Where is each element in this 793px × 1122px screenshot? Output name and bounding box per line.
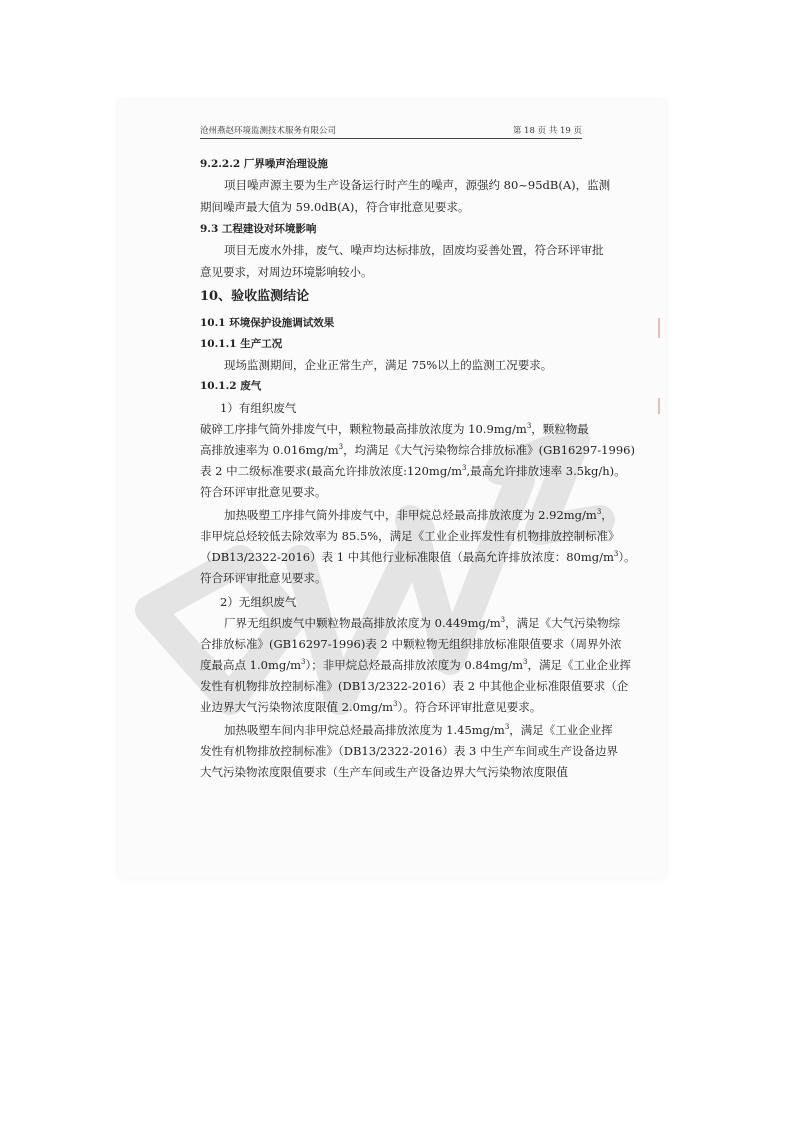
paragraph-line: 加热吸塑工序排气筒外排废气中，非甲烷总烃最高排放浓度为 $2.92mg/m^3$， [224,508,613,522]
paragraph-line: （DB13/2322-2016）表 1 中其他行业标准限值（最高允许排放浓度：$80mg/m^3$）。 [200,550,636,564]
paragraph-line: 符合环评审批意见要求。 [200,571,327,585]
paragraph-line: 度最高点 $1.0mg/m^3$）；非甲烷总烃最高排放浓度为 $0.84mg/m^3$，满足《工业企业挥 [200,658,631,672]
paragraph-line: 破碎工序排气筒外排废气中，颗粒物最高排放浓度为 $10.9mg/m^3$，颗粒物最 [200,422,589,436]
paragraph-line: 业边界大气污染物浓度限值 $2.0mg/m^3$）。符合环评审批意见要求。 [200,700,542,714]
section-heading-10-1: 10.1 环境保护设施调试效果 [200,317,335,329]
paragraph-line: 项目无废水外排，废气、噪声均达标排放，固废均妥善处置，符合环评审批 [224,243,604,257]
edge-mark-top [658,318,660,338]
paragraph-line: 发性有机物排放控制标准》（DB13/2322-2016）表 3 中生产车间或生产设备边界 [200,744,618,758]
paragraph-line: 现场监测期间，企业正常生产，满足 75%以上的监测工况要求。 [224,358,553,372]
subheading-organized-gas: 1）有组织废气 [220,401,297,415]
paragraph-line: 非甲烷总烃较低去除效率为 85.5%，满足《工业企业挥发性有机物排放控制标准》 [200,529,620,543]
paragraph-line: 发性有机物排放控制标准》(DB13/2322-2016）表 2 中其他企业标准限值要求（企 [200,679,629,693]
section-heading-10-1-1: 10.1.1 生产工况 [200,338,283,350]
paragraph-line: 符合环评审批意见要求。 [200,485,327,499]
paragraph-line: 加热吸塑车间内非甲烷总烃最高排放浓度为 $1.45mg/m^3$，满足《工业企业挥 [224,723,613,737]
paragraph-line: 厂界无组织废气中颗粒物最高排放浓度为 $0.449mg/m^3$，满足《大气污染物综 [224,616,621,630]
section-heading-10-1-2: 10.1.2 废气 [200,380,262,392]
paragraph-line: 表 2 中二级标准要求(最高允许排放浓度$:120mg/m^3$,最高允许排放速率 3.5kg/h)。 [200,464,626,478]
section-heading-9-3: 9.3 工程建设对环境影响 [200,223,317,235]
paragraph-line: 高排放速率为 $0.016mg/m^3$，均满足《大气污染物综合排放标准》(GB16297-1996) [200,443,635,457]
header-company: 沧州燕赵环境监测技术服务有限公司 [200,126,337,136]
header-page-indicator: 第 18 页 共 19 页 [512,126,582,136]
paragraph-line: 项目噪声源主要为生产设备运行时产生的噪声，源强约 80~95dB(A)，监测 [224,178,611,192]
paragraph-line: 意见要求，对周边环境影响较小。 [200,265,373,279]
paragraph-line: 期间噪声最大值为 59.0dB(A)，符合审批意见要求。 [200,200,470,214]
section-heading-9-2-2-2: 9.2.2.2 厂界噪声治理设施 [200,158,328,170]
paragraph-line: 合排放标准》(GB16297-1996)表 2 中颗粒物无组织排放标准限值要求（周界外浓 [200,637,622,651]
subheading-fugitive-gas: 2）无组织废气 [220,595,297,609]
paragraph-line: 大气污染物浓度限值要求（生产车间或生产设备边界大气污染物浓度限值 [200,765,568,779]
chapter-heading-10: 10、验收监测结论 [200,289,310,304]
edge-mark-bottom [658,398,660,414]
page-header [200,124,582,139]
